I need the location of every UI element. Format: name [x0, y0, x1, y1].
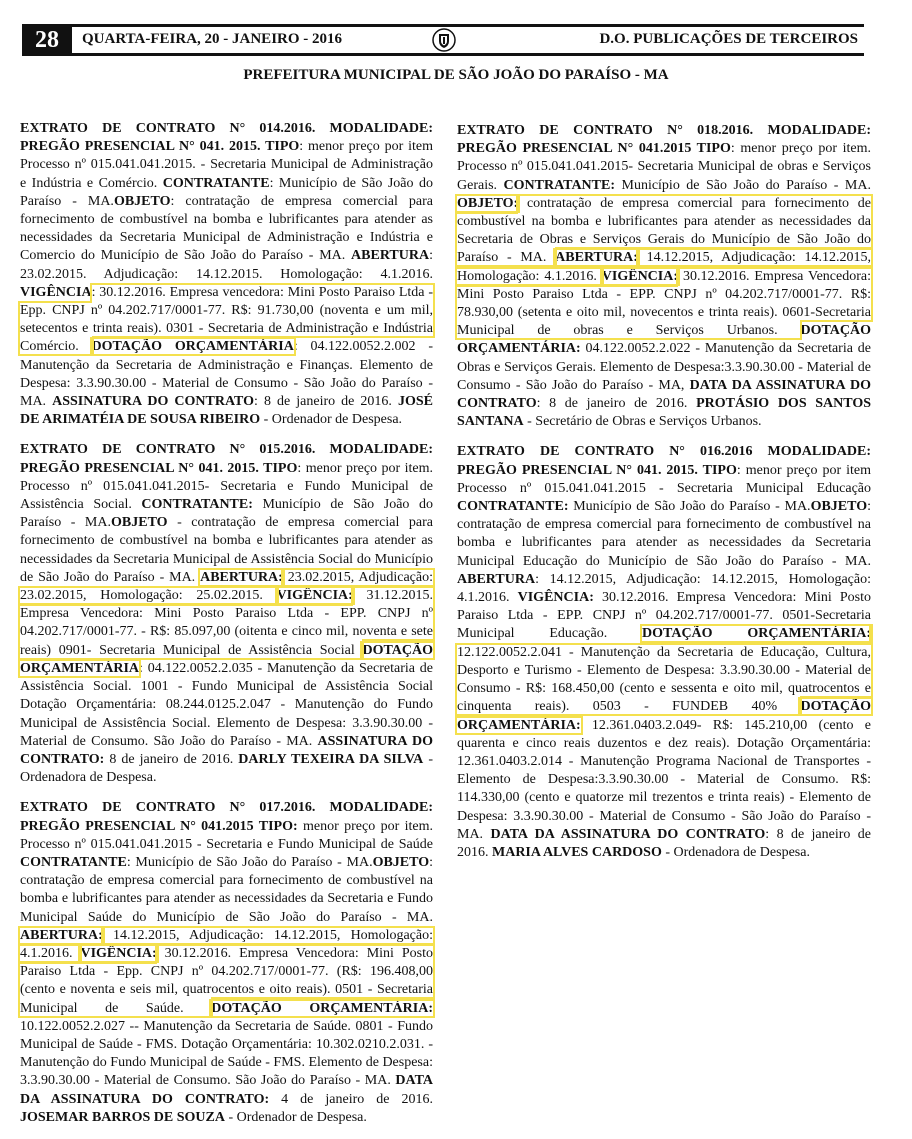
- field-label: VIGÊNCIA: [20, 284, 92, 300]
- field-label: DOTAÇÃO ORÇAMENTÁRIA:: [457, 323, 871, 357]
- field-label: ASSINATURA DO CONTRATO:: [20, 733, 433, 767]
- field-value: : contratação de empresa comercial para fornecimento de combustível na bomba e lubrificantes para atender as necessidades da Secretaria Municipal de Administração e Indústria e Comercio do Município de São João do Paraíso - MA.: [20, 193, 433, 264]
- field-value: : 04.122.0052.2.002 - Manutenção da Secretaria de Administração e Finanças. Elemento de Despesa: 3.3.90.30.00 - Material de Consumo - São João do Paraíso - MA.: [20, 339, 433, 410]
- field-value: 8 de janeiro de 2016.: [104, 751, 239, 767]
- field-value: 04.122.0052.2.022 - Manutenção da Secretaria de Obras e Serviços Gerais. Elemento de Despesa:3.3.90.30.00 - Material de Consumo - São João do Paraíso - MA,: [457, 341, 871, 393]
- contract-heading: EXTRATO DE CONTRATO N° 017.2016. MODALIDADE: PREGÃO PRESENCIAL N° 041.2015 TIPO:: [20, 800, 433, 834]
- contract-014: [20, 120, 433, 429]
- highlighted-value: 30.12.2016. Empresa Vencedora: Mini Posto Paraiso Ltda - EPP. CNPJ nº 04.202.717/0001-77. R$: 78.930,00 (setenta e oito mil, novecentos e trinta reais). 0601-Secretaria Municipal de obras e Serviços Urbanos.: [457, 268, 871, 339]
- left-column: [20, 120, 433, 1139]
- field-value: 10.122.0052.2.027 -- Manutenção da Secretaria de Saúde. 0801 - Fundo Municipal de Saúde - FMS. Dotação Orçamentária: 10.302.0210.2.031. - Manutenção do Fundo Municipal de Saúde - FMS. Elemento de Despesa: 3.3.90.30.00 - Material de Consumo. São João do Paraíso - MA.: [20, 1018, 433, 1089]
- field-label: CONTRATANTE:: [457, 499, 569, 515]
- contract-heading: EXTRATO DE CONTRATO N° 016.2016 MODALIDADE: PREGÃO PRESENCIAL N° 041. 2015. TIPO: [457, 444, 871, 478]
- signer-role: - Ordenador de Despesa.: [224, 1109, 367, 1125]
- signer-role: - Ordenadora de Despesa.: [20, 751, 433, 786]
- field-value: : 04.122.0052.2.035 - Manutenção da Secretaria de Assistência Social. 1001 - Fundo Municipal de Assistência Social Dotação Orçamentária: 08.244.0125.2.047 - Manutenção do Fundo Municipal de Assistência Social. Elemento de Despesa: 3.3.90.30.00 - Material de Consumo. São João do Paraíso - MA.: [20, 660, 433, 749]
- contract-heading: EXTRATO DE CONTRATO N° 018.2016. MODALIDADE: PREGÃO PRESENCIAL N° 041.2015 TIPO: [457, 123, 871, 157]
- field-label: ABERTURA:: [200, 569, 283, 585]
- signer-role: - Ordenadora de Despesa.: [661, 844, 810, 860]
- contract-heading: EXTRATO DE CONTRATO N° 014.2016. MODALIDADE: PREGÃO PRESENCIAL N° 041. 2015. TIPO: [20, 121, 433, 155]
- right-column: [457, 122, 871, 874]
- field-label: DOTAÇÃO ORÇAMENTÁRIA: [20, 642, 433, 676]
- field-label: OBJETO: [810, 499, 868, 515]
- field-value: 4 de janeiro de 2016.: [269, 1091, 433, 1107]
- signer-name: JOSÉ DE ARIMATÉIA DE SOUSA RIBEIRO: [20, 394, 433, 428]
- contract-intro: : menor preço por item Processo nº 015.041.041.2015 - Secretaria Municipal Educação: [457, 462, 871, 496]
- signer-name: MARIA ALVES CARDOSO: [492, 844, 662, 860]
- field-label: DOTAÇÃO ORÇAMENTÁRIA:: [642, 626, 871, 642]
- field-label: DOTAÇÃO ORÇAMENTÁRIA:: [211, 1000, 433, 1016]
- field-value: : Município de São João do Paraíso - MA.: [20, 175, 433, 209]
- field-label: OBJETO: [372, 854, 430, 870]
- field-label: DATA DA ASSINATURA DO CONTRATO:: [20, 1073, 433, 1107]
- field-value: Município de São João do Paraíso - MA.: [568, 499, 811, 515]
- section-title: D.O. PUBLICAÇÕES DE TERCEIROS: [599, 31, 858, 47]
- field-label: ABERTURA: [457, 571, 536, 587]
- field-label: DOTAÇÃO ORÇAMENTÁRIA:: [457, 699, 871, 733]
- field-value: : Município de São João do Paraíso - MA.: [126, 854, 373, 870]
- field-value: Município de São João do Paraíso - MA.: [615, 177, 871, 193]
- highlighted-value: 12.122.0052.2.041 - Manutenção da Secretaria de Educação, Cultura, Desporto e Turismo - Elemento de Despesa: 3.3.90.30.00 - Material de Consumo - R$: 168.450,00 (cento e sessenta e oito mil, quatrocentos e cinquenta reais). 0503 - FUNDEB 40%: [457, 644, 871, 715]
- field-label: CONTRATANTE:: [141, 497, 253, 513]
- highlighted-value: 14.12.2015, Adjudicação: 14.12.2015, Homologação: 4.1.2016.: [457, 250, 871, 284]
- contract-intro: : menor preço por item. Processo nº 015.041.041.2015- Secretaria Municipal de obras e Serviços Gerais.: [457, 141, 871, 193]
- issue-date: QUARTA-FEIRA, 20 - JANEIRO - 2016: [82, 31, 343, 47]
- field-label: VIGÊNCIA:: [517, 590, 594, 606]
- field-value: : 23.02.2015. Adjudicação: 14.12.2015. Homologação: 4.1.2016.: [20, 248, 433, 282]
- field-label: VIGÊNCIA:: [601, 268, 679, 284]
- contract-016: [457, 443, 871, 862]
- field-label: VIGÊNCIA:: [80, 945, 157, 961]
- highlighted-value: 14.12.2015, Adjudicação: 14.12.2015, Homologação: 4.1.2016.: [20, 927, 433, 961]
- field-label: VIGÊNCIA:: [276, 588, 353, 604]
- field-value: : 8 de janeiro de 2016.: [536, 396, 697, 412]
- contract-018: [457, 122, 871, 431]
- signer-name: DARLY TEXEIRA DA SILVA: [238, 751, 424, 767]
- field-label: OBJETO:: [457, 195, 519, 211]
- field-value: : contratação de empresa comercial para fornecimento de combustível na bomba e lubrificantes para atender as necessidades da Secretaria e Fundo Municipal Saúde do Município de São João do Paraíso - MA.: [20, 854, 433, 925]
- highlighted-value: 30.12.2016. Empresa Vencedora: Mini Posto Paraiso Ltda - Epp. CNPJ nº 04.202.717/0001-77. (R$: 196.408,00 (cento e noventa e seis mil, quatrocentos e oito reais). 0501 - Secretaria Municipal de Saúde.: [20, 945, 433, 1016]
- field-label: DATA DA ASSINATURA DO CONTRATO: [457, 377, 872, 412]
- field-value: : contratação de empresa comercial para fornecimento de combustível na bomba e lubrificantes para atender as necessidades da Secretaria Municipal Educação do Município de São João do Paraíso - MA.: [457, 499, 871, 569]
- page-header: [22, 24, 864, 56]
- coat-of-arms-icon: [432, 28, 456, 52]
- contract-heading: EXTRATO DE CONTRATO N° 015.2016. MODALIDADE: PREGÃO PRESENCIAL N° 041. 2015. TIPO: [20, 442, 433, 476]
- contract-017: [20, 799, 433, 1127]
- field-label: OBJETO: [113, 193, 171, 209]
- field-label: ASSINATURA DO CONTRATO: [52, 394, 255, 410]
- field-value: 12.361.0403.2.049- R$: 145.210,00 (cento e quarenta e cinco reais duzentos e dez reais). Dotação Orçamentária: 12.361.0403.2.014 - Manutenção Programa Nacional de Transportes - Elemento de Despesa:3.3.90.30.00 - Material de Consumo. R$: 114.330,00 (cento e quatorze mil trezentos e trinta reais) - Elemento de Despesa: 3.3.90.30.00 - Material de Consumo - São João do Paraíso - MA.: [457, 717, 871, 842]
- signer-role: - Secretário de Obras e Serviços Urbanos.: [523, 414, 762, 430]
- field-label: CONTRATANTE: [20, 854, 127, 870]
- field-value: : 14.12.2015, Adjudicação: 14.12.2015, Homologação: 4.1.2016.: [457, 571, 871, 606]
- field-label: CONTRATANTE:: [503, 177, 616, 193]
- field-value: : 8 de janeiro de 2016.: [457, 826, 872, 860]
- contract-intro: menor preço por item. Processo nº 015.041.041.2015 - Secretaria e Fundo Municipal de Saúde: [20, 818, 433, 852]
- highlighted-value: : 30.12.2016. Empresa vencedora: Mini Posto Paraiso Ltda - Epp. CNPJ nº 04.202.717/0001-77. R$: 91.730,00 (noventa e um mil, setecentos e trinta reais). 0301 - Secretaria de Administração e Indústria Comércio.: [20, 284, 433, 355]
- signer-role: - Ordenador de Despesa.: [260, 412, 403, 428]
- field-value: 30.12.2016. Empresa Vencedora: Mini Posto Paraiso Ltda - EPP. CNPJ nº 04.202.717/0001-77. 0501-Secretaria Municipal Educação.: [457, 590, 872, 642]
- contract-015: [20, 441, 433, 787]
- contract-intro: : menor preço por item Processo nº 015.041.041.2015. - Secretaria Municipal de Administração e Indústria e Comércio.: [20, 139, 433, 191]
- field-label: DOTAÇÃO ORÇAMENTÁRIA: [91, 339, 294, 355]
- field-value: Município de São João do Paraíso - MA.: [20, 497, 433, 531]
- page-number: 28: [22, 27, 72, 53]
- field-value: : 8 de janeiro de 2016.: [254, 394, 398, 410]
- field-label: OBJETO: [111, 515, 168, 531]
- signer-name: PROTÁSIO DOS SANTOS SANTANA: [457, 396, 871, 430]
- field-label: ABERTURA:: [20, 927, 103, 943]
- field-label: ABERTURA:: [555, 250, 638, 266]
- highlighted-value: contratação de empresa comercial para fornecimento de combustível na bomba e lubrificantes para atender as necessidades da Secretaria de Obras e Serviços Gerais do Município de São João do Paraíso - MA.: [457, 195, 871, 266]
- page-title: PREFEITURA MUNICIPAL DE SÃO JOÃO DO PARAÍSO - MA: [243, 67, 669, 83]
- field-label: DATA DA ASSINATURA DO CONTRATO: [490, 826, 766, 842]
- highlighted-value: 23.02.2015, Adjudicação: 23.02.2015, Homologação: 25.02.2015.: [20, 569, 433, 604]
- signer-name: JOSEMAR BARROS DE SOUZA: [20, 1109, 225, 1125]
- field-label: ABERTURA: [351, 248, 430, 264]
- field-label: CONTRATANTE: [162, 175, 270, 191]
- highlighted-value: 31.12.2015. Empresa Vencedora: Mini Posto Paraiso Ltda - EPP. CNPJ nº 04.202.717/0001-77. - R$: 85.097,00 (oitenta e cinco mil, noventa e sete reais) 0901- Secretaria Municipal de Assistência Social: [20, 588, 434, 658]
- contract-intro: : menor preço por item. Processo nº 015.041.041.2015- Secretaria e Fundo Municipal de Assistência Social.: [20, 460, 433, 513]
- field-value: - contratação de empresa comercial para fornecimento de combustível na bomba e lubrificantes para atender as necessidades da Secretaria Municipal de Assistência Social do Município de São João do Paraíso - MA.: [20, 515, 434, 585]
